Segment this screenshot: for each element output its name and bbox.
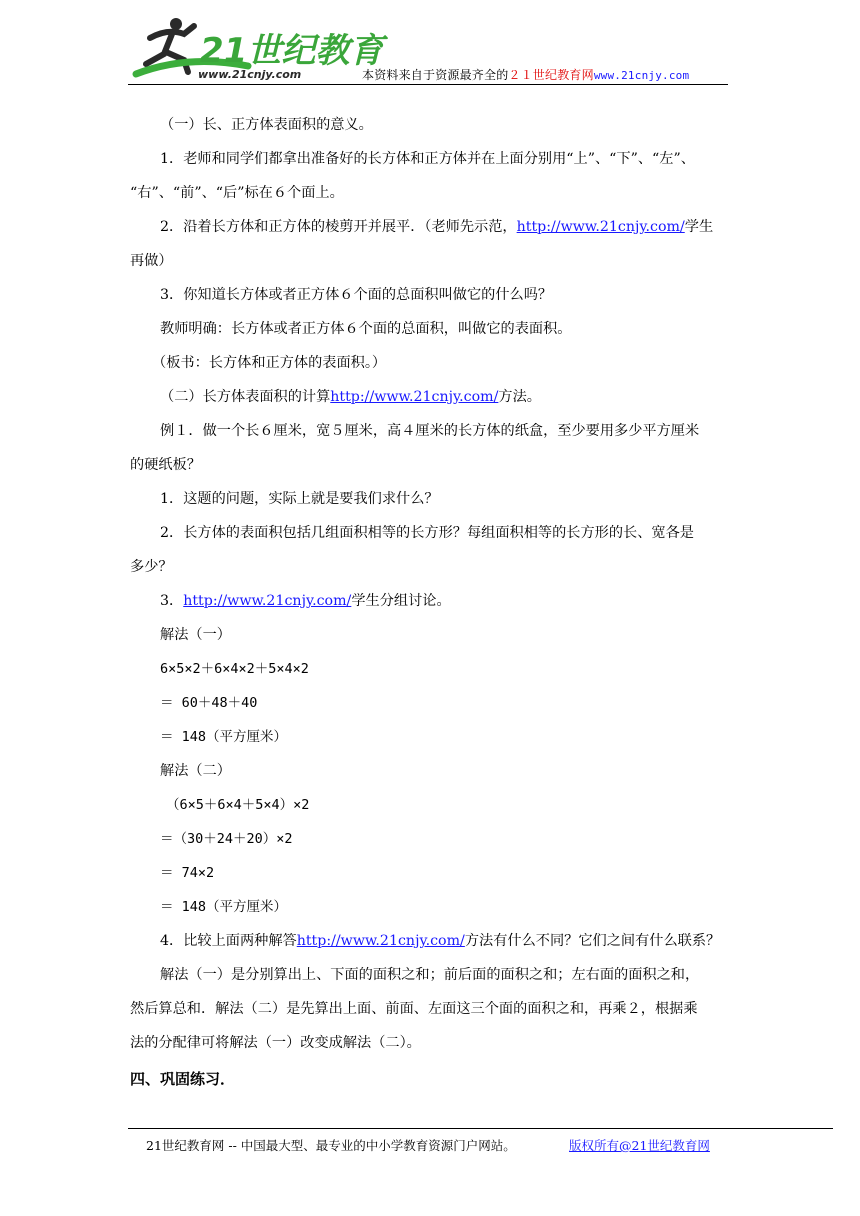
header-tagline: [362, 66, 689, 83]
header-divider: [128, 84, 728, 85]
link[interactable]: http://www.21cnjy.com/: [516, 219, 685, 235]
text: 4．比较上面两种解答: [160, 933, 297, 949]
equation-line: （6×5＋6×4＋5×4）×2: [166, 797, 310, 813]
paragraph: 1．这题的问题，实际上就是要我们求什么？: [160, 491, 439, 507]
page-footer: [146, 1136, 710, 1154]
text: 方法。: [498, 389, 541, 405]
paragraph: “右”、“前”、“后”标在６个面上。: [130, 185, 344, 201]
link[interactable]: http://www.21cnjy.com/: [183, 593, 352, 609]
paragraph: 2．长方体的表面积包括几组面积相等的长方形？每组面积相等的长方形的长、宽各是: [160, 525, 694, 541]
paragraph: 例１．做一个长６厘米，宽５厘米，高４厘米的长方体的纸盒，至少要用多少平方厘米: [160, 423, 700, 439]
equation-line: ＝ 74×2: [160, 865, 215, 881]
text: 方法有什么不同？它们之间有什么联系？: [464, 933, 721, 949]
copyright-link[interactable]: 版权所有@21世纪教育网: [569, 1138, 710, 1153]
paragraph: [130, 210, 730, 244]
paragraph: 1．老师和同学们都拿出准备好的长方体和正方体并在上面分别用“上”、“下”、“左”、: [160, 151, 695, 167]
text: 学生分组讨论。: [351, 593, 451, 609]
paragraph: 的硬纸板？: [130, 457, 201, 473]
text: 3．: [160, 593, 184, 609]
document-body: [130, 108, 730, 1096]
tagline-prefix: 本资料来自于资源最齐全的: [362, 68, 509, 82]
paragraph: 再做）: [130, 253, 173, 269]
link[interactable]: http://www.21cnjy.com/: [296, 933, 465, 949]
footer-text: 21世纪教育网 -- 中国最大型、最专业的中小学教育资源门户网站。: [146, 1138, 516, 1153]
paragraph: （一）长、正方体表面积的意义。: [160, 117, 373, 133]
text: （二）长方体表面积的计算: [160, 389, 331, 405]
section-heading: 四、巩固练习．: [130, 1070, 236, 1088]
equation-line: ＝ 60＋48＋40: [160, 695, 258, 711]
link[interactable]: http://www.21cnjy.com/: [330, 389, 499, 405]
paragraph: [130, 380, 730, 414]
paragraph: 多少？: [130, 559, 173, 575]
text: 学生: [684, 219, 714, 235]
page-header: [0, 0, 860, 90]
paragraph: 解法（一）是分别算出上、下面的面积之和；前后面的面积之和；左右面的面积之和，: [160, 967, 700, 983]
paragraph: （板书：长方体和正方体的表面积。）: [152, 355, 387, 371]
logo-url: www.21cnjy.com: [198, 68, 302, 81]
tagline-url[interactable]: www.21cnjy.com: [593, 69, 690, 82]
paragraph: 教师明确：长方体或者正方体６个面的总面积，叫做它的表面积。: [160, 321, 572, 337]
solution-title: 解法（二）: [160, 763, 231, 779]
paragraph: [130, 924, 730, 958]
logo-text: 21世纪教育: [200, 31, 384, 71]
paragraph: 然后算总和．解法（二）是先算出上面、前面、左面这三个面的面积之和，再乘２，根据乘: [130, 1001, 698, 1017]
footer-divider: [128, 1128, 833, 1129]
equation-line: ＝（30＋24＋20）×2: [160, 831, 293, 847]
tagline-brand: ２１世纪教育网: [508, 68, 594, 82]
equation-line: 6×5×2＋6×4×2＋5×4×2: [160, 661, 309, 677]
equation-line: ＝ 148（平方厘米）: [160, 899, 288, 915]
paragraph: 法的分配律可将解法（一）改变成解法（二）。: [130, 1035, 421, 1051]
text: 2．沿着长方体和正方体的棱剪开并展平．（老师先示范，: [160, 219, 517, 235]
equation-line: ＝ 148（平方厘米）: [160, 729, 288, 745]
paragraph: 3．你知道长方体或者正方体６个面的总面积叫做它的什么吗？: [160, 287, 553, 303]
solution-title: 解法（一）: [160, 627, 231, 643]
paragraph: [130, 584, 730, 618]
logo-21cnjy: [128, 14, 384, 84]
